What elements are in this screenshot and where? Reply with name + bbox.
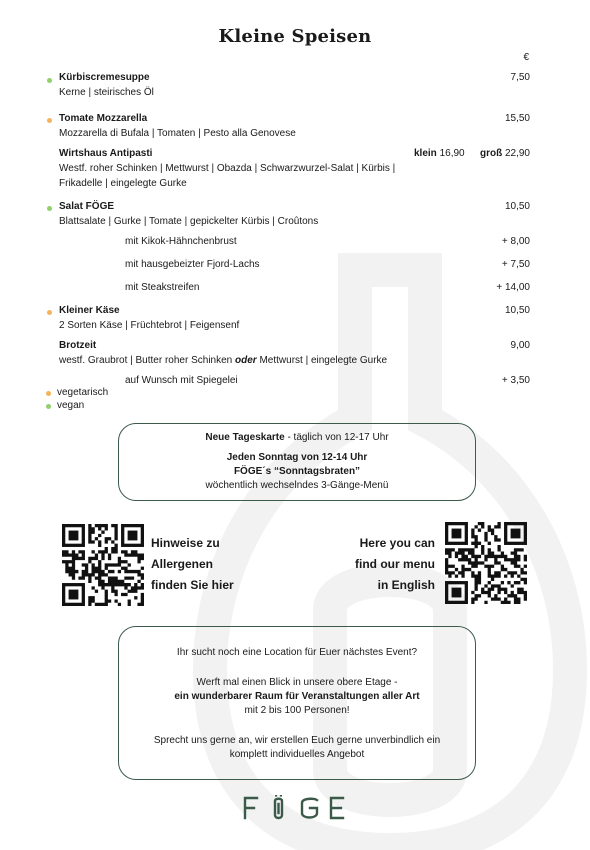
item-name: Tomate Mozzarella bbox=[59, 113, 148, 124]
item-name: Brotzeit bbox=[59, 340, 97, 351]
foege-logo bbox=[242, 795, 348, 821]
item-price: 10,50 bbox=[504, 305, 530, 316]
daily-menu-box bbox=[118, 423, 476, 501]
addon-price: + 3,50 bbox=[501, 375, 530, 386]
item-price: 10,50 bbox=[504, 201, 530, 212]
addon-label: auf Wunsch mit Spiegelei bbox=[125, 375, 238, 386]
item-desc: Blattsalate | Gurke | Tomate | gepickelter Kürbis | Croûtons bbox=[59, 216, 319, 227]
item-name: Salat FÖGE bbox=[59, 201, 115, 212]
event-question: Ihr sucht noch eine Location für Euer nächstes Event? bbox=[176, 647, 418, 658]
item-desc: Frikadelle | eingelegte Gurke bbox=[59, 178, 187, 189]
currency-label: € bbox=[523, 52, 529, 63]
item-price: 15,50 bbox=[504, 113, 530, 124]
size-small-price: klein 16,90 bbox=[414, 148, 465, 159]
vegan-marker bbox=[47, 78, 52, 83]
item-name: Kürbiscremesuppe bbox=[59, 72, 150, 83]
item-desc: westf. Graubrot | Butter roher Schinken oder Mettwurst | eingelegte Gurke bbox=[59, 355, 388, 366]
item-desc: 2 Sorten Käse | Früchtebrot | Feigensenf bbox=[59, 320, 240, 331]
item-desc: Westf. roher Schinken | Mettwurst | Obazda | Schwarzwurzel-Salat | Kürbis | bbox=[59, 163, 396, 174]
addon-label: mit Kikok-Hähnchenbrust bbox=[125, 236, 237, 247]
allergen-info-text: Hinweise zu Allergenen finden Sie hier bbox=[151, 536, 234, 592]
weekly-menu-line: wöchentlich wechselndes 3-Gänge-Menü bbox=[205, 480, 389, 491]
vegetarian-marker bbox=[47, 118, 52, 123]
item-name: Kleiner Käse bbox=[59, 305, 120, 316]
vegan-marker bbox=[47, 206, 52, 211]
addon-label: mit hausgebeizter Fjord-Lachs bbox=[125, 259, 260, 270]
english-menu-text: Here you can find our menu in English bbox=[355, 536, 435, 592]
daily-menu-title: Neue Tageskarte - täglich von 12-17 Uhr bbox=[205, 432, 389, 443]
event-line: ein wunderbarer Raum für Veranstaltungen aller Art bbox=[174, 691, 420, 702]
legend-vegan: vegan bbox=[57, 400, 85, 411]
legend-vegetarian: vegetarisch bbox=[57, 387, 109, 398]
item-desc: Kerne | steirisches Öl bbox=[59, 87, 154, 98]
addon-price: + 7,50 bbox=[501, 259, 530, 270]
addon-label: mit Steakstreifen bbox=[125, 282, 200, 293]
addon-price: + 14,00 bbox=[496, 282, 530, 293]
allergen-qr-code[interactable] bbox=[62, 524, 144, 606]
page-title: Kleine Speisen bbox=[218, 26, 372, 47]
event-box bbox=[118, 626, 476, 780]
item-desc: Mozzarella di Bufala | Tomaten | Pesto alla Genovese bbox=[59, 128, 296, 139]
english-menu-qr-code[interactable] bbox=[445, 522, 527, 604]
event-line: Werft mal einen Blick in unsere obere Etage - bbox=[196, 677, 398, 688]
event-line: mit 2 bis 100 Personen! bbox=[244, 705, 350, 716]
sunday-roast-line: FÖGE´s “Sonntagsbraten” bbox=[233, 466, 361, 477]
item-price: 7,50 bbox=[510, 72, 530, 83]
event-line: Sprecht uns gerne an, wir erstellen Euch gerne unverbindlich ein bbox=[153, 735, 441, 746]
vegetarian-marker bbox=[47, 310, 52, 315]
event-line: komplett individuelles Angebot bbox=[229, 749, 365, 760]
legend-vegetarian-dot bbox=[46, 391, 51, 396]
sunday-line: Jeden Sonntag von 12-14 Uhr bbox=[226, 452, 368, 463]
legend-vegan-dot bbox=[46, 404, 51, 409]
item-price: 9,00 bbox=[510, 340, 530, 351]
item-name: Wirtshaus Antipasti bbox=[59, 148, 153, 159]
addon-price: + 8,00 bbox=[501, 236, 530, 247]
size-large-price: groß 22,90 bbox=[479, 148, 530, 159]
